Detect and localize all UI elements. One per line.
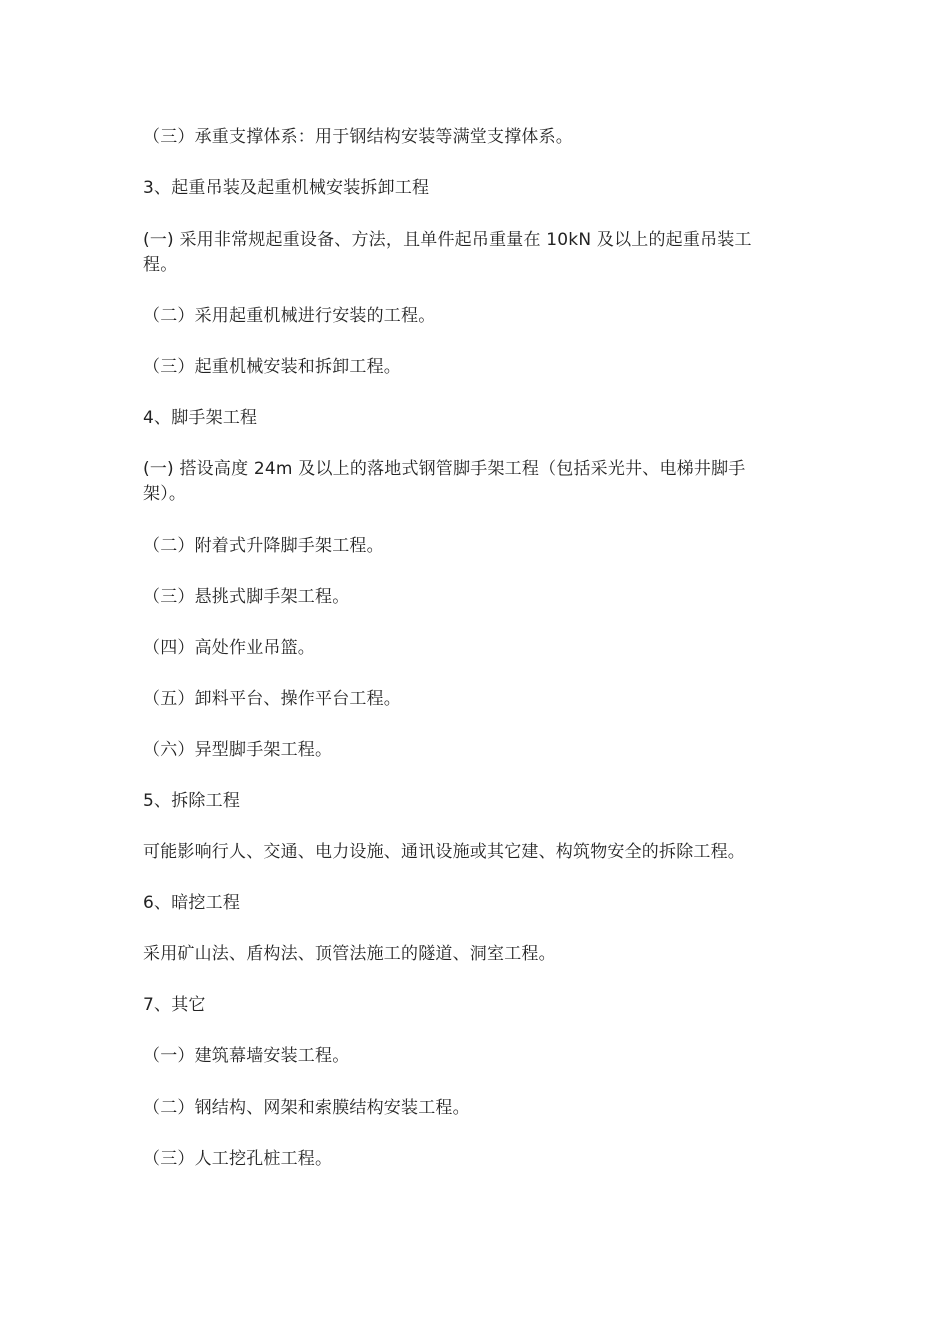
sub-item-other-2: （二）钢结构、网架和索膜结构安装工程。 — [143, 1098, 470, 1118]
sub-item-scaffolding-6: （六）异型脚手架工程。 — [143, 740, 333, 760]
paragraph-demolition: 可能影响行人、交通、电力设施、通讯设施或其它建、构筑物安全的拆除工程。 — [143, 842, 745, 862]
sub-item-hoisting-3: （三）起重机械安装和拆卸工程。 — [143, 357, 401, 377]
sub-item-hoisting-1-line1: (一) 采用非常规起重设备、方法，且单件起吊重量在 10kN 及以上的起重吊装工 — [143, 230, 752, 250]
sub-item-scaffolding-1-line2: 架）。 — [143, 484, 187, 504]
sub-item-other-1: （一）建筑幕墙安装工程。 — [143, 1046, 350, 1066]
sub-item-hoisting-2: （二）采用起重机械进行安装的工程。 — [143, 306, 436, 326]
section-heading-demolition: 5、拆除工程 — [143, 791, 241, 811]
sub-item-load-bearing-support: （三）承重支撑体系：用于钢结构安装等满堂支撑体系。 — [143, 127, 573, 147]
sub-item-hoisting-1-line2: 程。 — [143, 255, 178, 275]
sub-item-scaffolding-2: （二）附着式升降脚手架工程。 — [143, 536, 384, 556]
sub-item-scaffolding-1-line1: (一) 搭设高度 24m 及以上的落地式钢管脚手架工程（包括采光井、电梯井脚手 — [143, 459, 746, 479]
section-heading-scaffolding: 4、脚手架工程 — [143, 408, 258, 428]
section-heading-other: 7、其它 — [143, 995, 206, 1015]
section-heading-underground-excavation: 6、暗挖工程 — [143, 893, 241, 913]
sub-item-scaffolding-4: （四）高处作业吊篮。 — [143, 638, 315, 658]
sub-item-other-3: （三）人工挖孔桩工程。 — [143, 1149, 333, 1169]
paragraph-underground-excavation: 采用矿山法、盾构法、顶管法施工的隧道、洞室工程。 — [143, 944, 556, 964]
section-heading-hoisting: 3、起重吊装及起重机械安装拆卸工程 — [143, 178, 430, 198]
sub-item-scaffolding-5: （五）卸料平台、操作平台工程。 — [143, 689, 401, 709]
sub-item-scaffolding-3: （三）悬挑式脚手架工程。 — [143, 587, 350, 607]
